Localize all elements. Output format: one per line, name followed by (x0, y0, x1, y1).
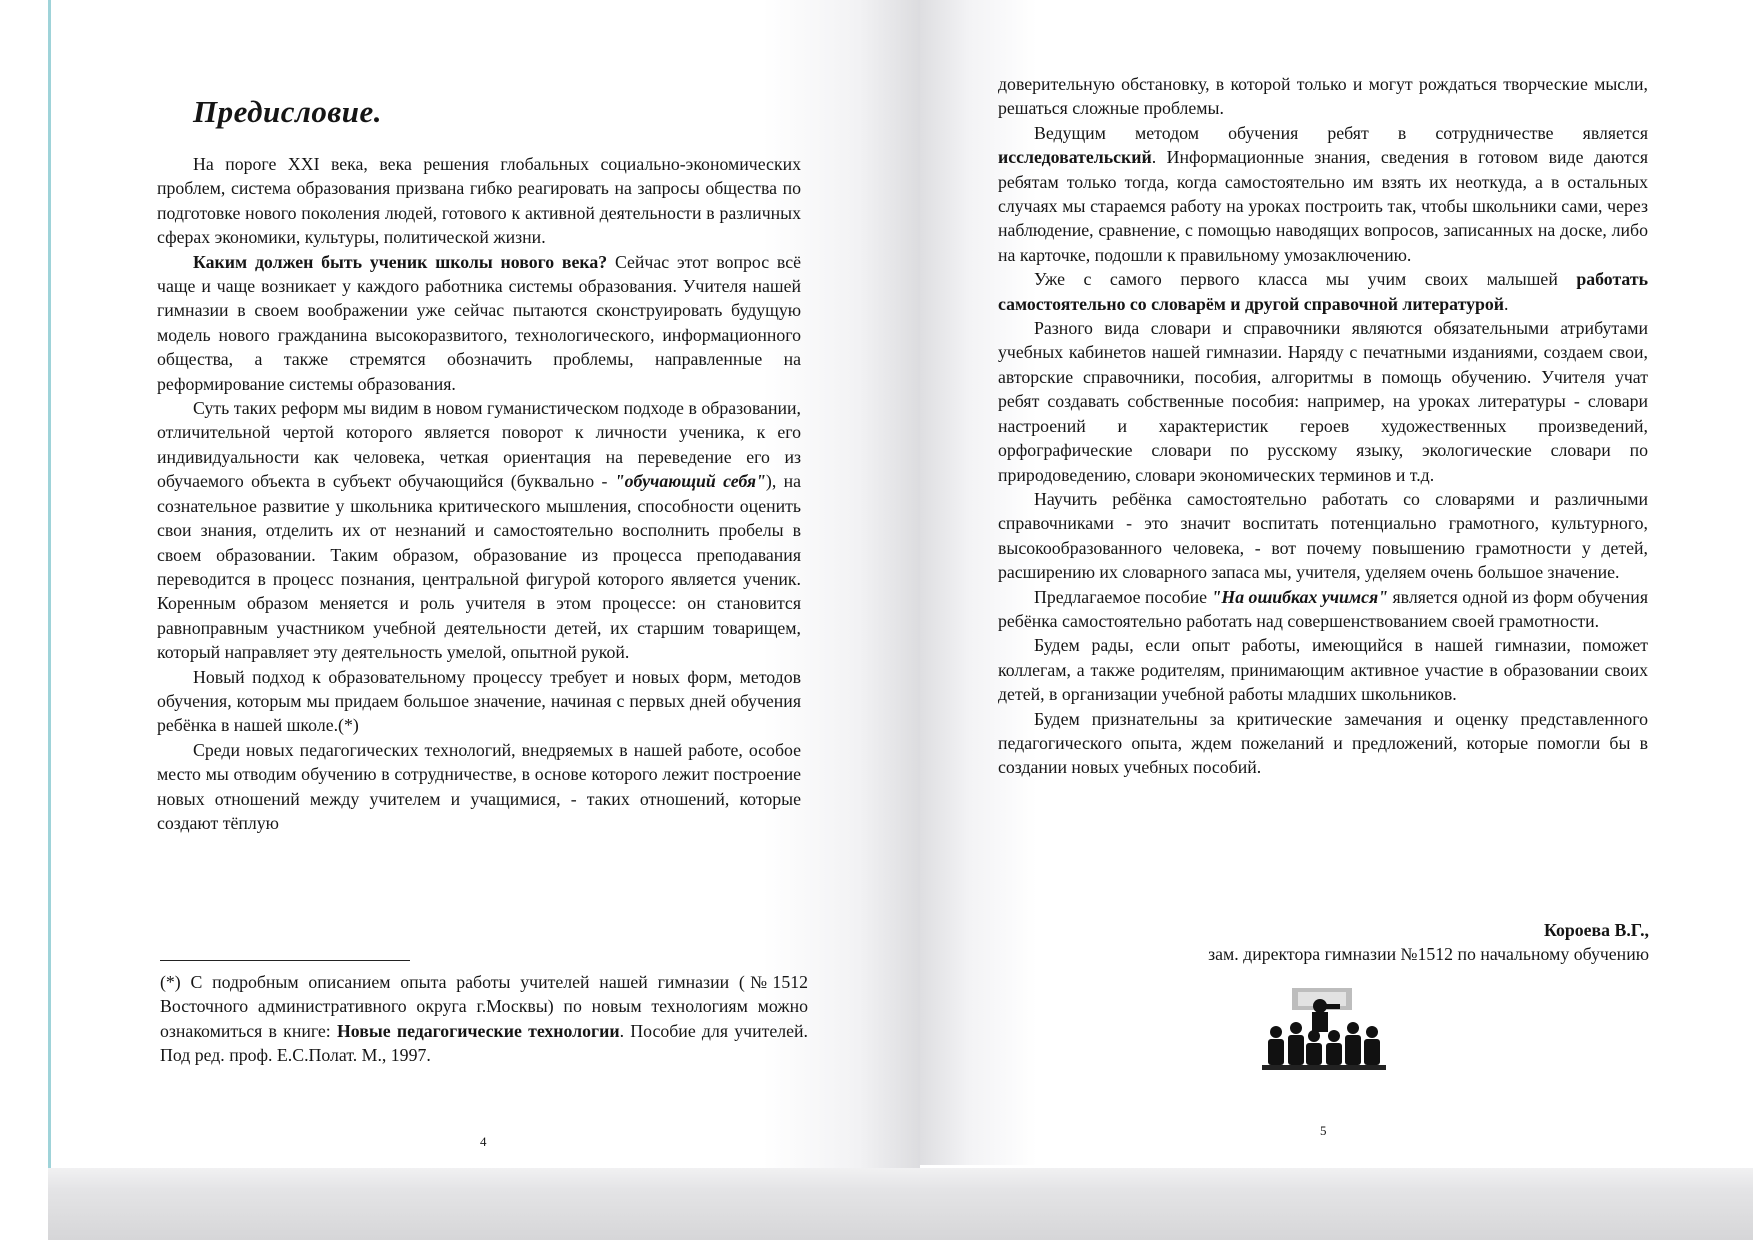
classroom-teacher-students-icon (1262, 986, 1386, 1070)
book-title: Новые педагогические технологии (336, 1020, 620, 1041)
emphasis: "обучающий себя" (614, 471, 766, 492)
page-title: Предисловие. (193, 94, 382, 129)
paragraph: Новый подход к образовательному процессу требует и новых форм, методов обучения, которым мы придаем большое значение, начиная с первых дней обучения ребёнка в нашей школе.(*) (157, 666, 801, 736)
paragraph: Среди новых педагогических технологий, внедряемых в нашей работе, особое место мы отводим обучению в сотрудничестве, в основе которого лежит построение новых отношений между учителем и учащимися, - таких отношений, которые создают тёплую (157, 739, 801, 833)
page-edge-strip (48, 0, 51, 1175)
signature-name: Короева В.Г., (1543, 920, 1649, 940)
left-page-body (157, 152, 801, 835)
bold-question: Каким должен быть ученик школы нового века? (193, 251, 608, 272)
paragraph: Научить ребёнка самостоятельно работать со словарями и различными справочниками - это значит воспитать потенциально грамотного, культурного, высокообразованного человека, - вот почему повышению грамотности у детей, расширению их словарного запаса мы, учителя, уделяем очень большое значение. (998, 488, 1648, 583)
paragraph: На пороге XXI века, века решения глобальных социально-экономических проблем, система образования призвана гибко реагировать на запросы общества по подготовке нового поколения людей, готового к активной деятельности в различных сферах экономики, культуры, политической жизни. (157, 154, 801, 248)
bold-term: работать самостоятельно со словарём и другой справочной литературой (998, 269, 1648, 314)
page-number-right: 5 (1320, 1123, 1327, 1138)
paragraph: доверительную обстановку, в которой только и могут рождаться творческие мысли, решаться сложные проблемы. (998, 74, 1648, 119)
signature (1208, 918, 1649, 967)
signature-title: зам. директора гимназии №1512 по начальному обучению (1208, 944, 1649, 965)
page-number-left: 4 (480, 1134, 487, 1149)
scan-bottom-shadow (48, 1168, 1753, 1240)
paragraph: Будем рады, если опыт работы, имеющийся в нашей гимназии, поможет коллегам, а также родителям, принимающим активное участие в образовании своих детей, в организации учебной работы младших школьников. (998, 635, 1648, 705)
bold-term: исследовательский (998, 147, 1152, 168)
paragraph: Предлагаемое пособие "На ошибках учимся" является одной из форм обучения ребёнка самостоятельно работать над совершенствованием своей грамотности. (998, 586, 1648, 631)
paragraph: Будем признательны за критические замечания и оценку представленного педагогического опыта, ждем пожеланий и предложений, которые помогли бы в создании новых учебных пособий. (998, 708, 1648, 778)
footnote: (*) С подробным описанием опыта работы учителей нашей гимназии (№1512 Восточного административного округа г.Москвы) по новым технологиям можно ознакомиться в книге: Новые педагогические технологии. Пособие для учителей. Под ред. проф. Е.С.Полат. М., 1997. (160, 972, 808, 1066)
paragraph: Ведущим методом обучения ребят в сотрудничестве является исследовательский. Информационные знания, сведения в готовом виде даются ребятам только тогда, когда самостоятельно им взять их неоткуда, а в остальных случаях мы стараемся работу на уроках построить так, чтобы школьники сами, через наблюдение, сравнение, с помощью наводящих вопросов, записанных на доске, либо на карточке, подошли к правильному умозаключению. (998, 122, 1648, 265)
footnote-rule (160, 960, 410, 961)
paragraph: Уже с самого первого класса мы учим своих малышей работать самостоятельно со словарём и другой справочной литературой. (998, 269, 1648, 314)
paragraph: Суть таких реформ мы видим в новом гуманистическом подходе в образовании, отличительной чертой которого является поворот к личности ученика, к его индивидуальности как человека, четкая ориентация на переведение его из обучаемого объекта в субъект обучающийся (буквально - "обучающий себя"), на сознательное развитие у школьника критического мышления, способности оценить свои знания, отделить их от незнаний и самостоятельно восполнить пробелы в своем образовании. Таким образом, образование из процесса преподавания переводится в процесс познания, центральной фигурой которого является ученик. Коренным образом меняется и роль учителя в этом процессе: он становится равноправным участником учебной деятельности детей, их старшим товарищем, который направляет эту деятельность умелой, опытной рукой. (157, 398, 801, 663)
paragraph: Разного вида словари и справочники являются обязательными атрибутами учебных кабинетов нашей гимназии. Наряду с печатными изданиями, создаем свои, авторские справочники, пособия, алгоритмы в помощь обучению. Учителя учат ребят создавать собственные пособия: например, на уроках литературы - словари настроений и характеристик героев художественных произведений, орфографические словари по русскому языку, экологические словари по природоведению, словари экономических терминов и т.д. (998, 318, 1648, 485)
emphasis: "На ошибках учимся" (1211, 586, 1389, 607)
paragraph: Каким должен быть ученик школы нового века? Сейчас этот вопрос всё чаще и чаще возникает у каждого работника системы образования. Учителя нашей гимназии в своем воображении уже сейчас пытаются сконструировать будущую модель нового гражданина высокоразвитого, технологического, информационного общества, а также стремятся обозначить проблемы, направленные на реформирование системы образования. (157, 251, 801, 394)
right-page-body (998, 72, 1648, 780)
